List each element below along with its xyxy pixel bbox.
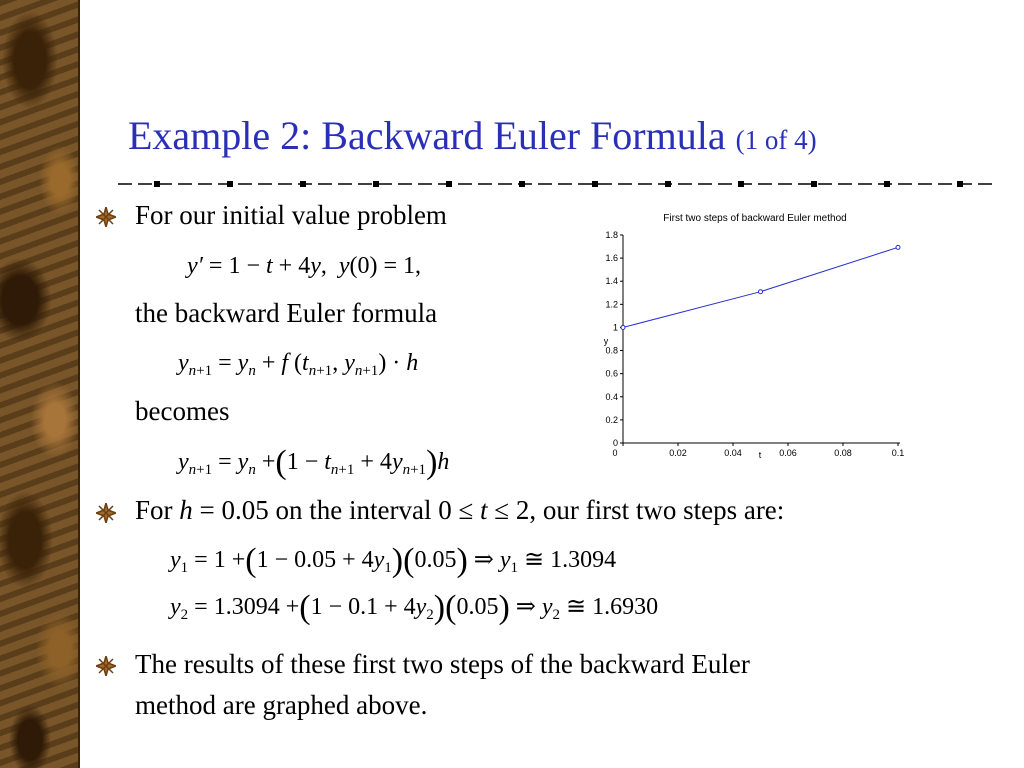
title-subtitle: (1 of 4) <box>735 125 817 155</box>
x-tick-label: 0.08 <box>834 448 852 458</box>
y-tick-label: 1.8 <box>605 230 618 240</box>
bullet2-text <box>135 495 784 526</box>
sidebar-wood-texture <box>0 0 80 768</box>
y-tick-label: 1.4 <box>605 276 618 287</box>
series-line <box>623 247 898 327</box>
divider-dot <box>227 181 233 187</box>
y-axis-label: y <box>603 336 609 346</box>
divider-dot <box>665 181 671 187</box>
divider-dot <box>300 181 306 187</box>
x-tick-label: 0.1 <box>891 448 905 458</box>
x-tick-label: 0.02 <box>669 448 687 458</box>
divider-dot <box>592 181 598 187</box>
x-tick-label: 0.04 <box>724 448 742 458</box>
bullet1-text: For our initial value problem <box>135 200 447 230</box>
slide-title <box>128 112 817 159</box>
divider-dot <box>884 181 890 187</box>
divider-dot <box>811 181 817 187</box>
divider-dot <box>519 181 525 187</box>
x-tick-label: 0.06 <box>779 448 797 458</box>
backward-euler-formula: $y_{n+1} = y_n + f$ ($t_{n+1}$, $y_{n+1}) \cdot h$ <box>178 350 419 379</box>
title-divider <box>118 176 998 192</box>
divider-dot <box>154 181 160 187</box>
data-point <box>759 290 763 294</box>
step2-equation: $y_2 = 1.3094 +(1 - 0.1 + 4y_2)(0.05)$ ⇒ $y_2$ ≅ 1.6930 <box>170 589 659 626</box>
divider-dot <box>446 181 452 187</box>
bullet3-line1: The results of these first two steps of the backward Euler <box>135 649 750 679</box>
chart-title: First two steps of backward Euler method <box>663 213 847 224</box>
bullet2-t: t <box>480 495 488 525</box>
y-tick-label: 0.2 <box>605 414 618 425</box>
x-tick-label: 0 <box>612 448 618 458</box>
title-main: Example 2: Backward Euler Formula <box>128 113 726 158</box>
y-tick-label: 0.6 <box>605 368 618 379</box>
y-tick-label: 0.4 <box>605 391 618 402</box>
bullet2-pre: For <box>135 495 180 525</box>
star-bullet-icon <box>96 207 116 227</box>
star-bullet-icon <box>96 503 116 523</box>
y-tick-label: 0.8 <box>605 345 618 356</box>
y-tick-label: 0 <box>612 438 618 448</box>
star-bullet-icon <box>96 656 116 676</box>
euler-chart <box>590 205 920 465</box>
bullet2-mid: = 0.05 on the interval 0 ≤ <box>192 495 481 525</box>
bullet3-line2: method are graphed above. <box>135 690 428 720</box>
data-point <box>621 325 625 329</box>
divider-dot <box>373 181 379 187</box>
bullet1-formula-text: the backward Euler formula <box>135 298 438 328</box>
x-axis-label: t <box>758 450 762 460</box>
divider-dot <box>957 181 963 187</box>
y-tick-label: 1 <box>612 322 618 333</box>
data-point <box>896 245 900 249</box>
y-tick-label: 1.6 <box>605 253 618 264</box>
divider-dot <box>738 181 744 187</box>
becomes-text: becomes <box>135 396 230 426</box>
y-tick-label: 1.2 <box>605 299 618 310</box>
ivp-equation: y′ = 1 − t + 4y, y(0) = 1, <box>187 253 422 279</box>
step1-equation: $y_1 = 1 +(1 - 0.05 + 4y_1)(0.05)$ ⇒ $y_1$ ≅ 1.3094 <box>170 542 617 579</box>
becomes-equation: $y_{n+1} = y_n +(1 - t_{n+1} + 4y_{n+1})h$ <box>178 444 450 481</box>
bullet2-h: h <box>179 495 193 525</box>
bullet2-post: ≤ 2, our first two steps are: <box>487 495 785 525</box>
